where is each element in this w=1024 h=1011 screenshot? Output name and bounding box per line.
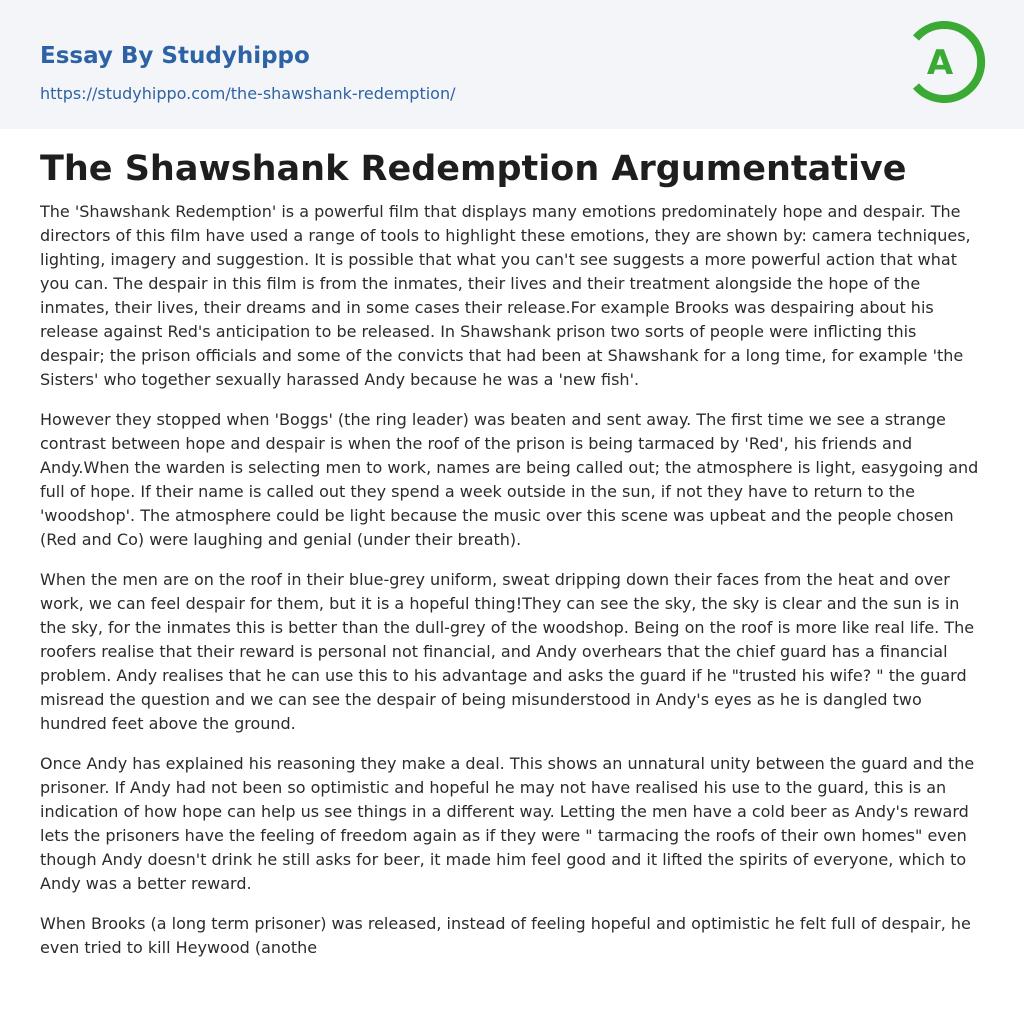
article-title: The Shawshank Redemption Argumentative (40, 149, 907, 189)
logo-letter: A (926, 43, 954, 83)
article-paragraph: When Brooks (a long term prisoner) was released, instead of feeling hopeful and optimistic he felt full of despair, he even tried to kill Heywood (anothe (40, 914, 971, 957)
site-header (0, 0, 1024, 129)
site-brand[interactable]: Essay By Studyhippo (40, 43, 310, 69)
article-content (40, 146, 984, 976)
studyhippo-logo-icon[interactable] (912, 18, 988, 106)
article-paragraph: However they stopped when 'Boggs' (the ring leader) was beaten and sent away. The first time we see a strange contrast between hope and despair is when the roof of the prison is being tarmaced by 'Red', his friends and Andy.When the warden is selecting men to work, names are being called out; the atmosphere is light, easygoing and full of hope. If their name is called out they spend a week outside in the sun, if not they have to return to the 'woodshop'. The atmosphere could be light because the music over this scene was upbeat and the people chosen (Red and Co) were laughing and genial (under their breath). (40, 410, 979, 549)
article-url-link[interactable]: https://studyhippo.com/the-shawshank-redemption/ (40, 84, 456, 103)
article-paragraph: Once Andy has explained his reasoning they make a deal. This shows an unnatural unity between the guard and the prisoner. If Andy had not been so optimistic and hopeful he may not have realised his use to the guard, this is an indication of how hope can help us see things in a different way. Letting the men have a cold beer as Andy's reward lets the prisoners have the feeling of freedom again as if they were " tarmacing the roofs of their own homes" even though Andy doesn't drink he still asks for beer, it made him feel good and it lifted the spirits of everyone, which to Andy was a better reward. (40, 754, 975, 893)
article-paragraph: The 'Shawshank Redemption' is a powerful film that displays many emotions predominately hope and despair. The directors of this film have used a range of tools to highlight these emotions, they are shown by: camera techniques, lighting, imagery and suggestion. It is possible that what you can't see suggests a more powerful action that what you can. The despair in this film is from the inmates, their lives and their treatment alongside the hope of the inmates, their lives, their dreams and in some cases their release.For example Brooks was despairing about his release against Red's anticipation to be released. In Shawshank prison two sorts of people were inflicting this despair; the prison officials and some of the convicts that had been at Shawshank for a long time, for example 'the Sisters' who together sexually harassed Andy because he was a 'new fish'. (40, 202, 971, 389)
article-paragraph: When the men are on the roof in their blue-grey uniform, sweat dripping down their faces from the heat and over work, we can feel despair for them, but it is a hopeful thing!They can see the sky, the sky is clear and the sun is in the sky, for the inmates this is better than the dull-grey of the woodshop. Being on the roof is more like real life. The roofers realise that their reward is personal not financial, and Andy overhears that the chief guard has a financial problem. Andy realises that he can use this to his advantage and asks the guard if he "trusted his wife? " the guard misread the question and we can see the despair of being misunderstood in Andy's eyes as he is dangled two hundred feet above the ground. (40, 570, 975, 733)
